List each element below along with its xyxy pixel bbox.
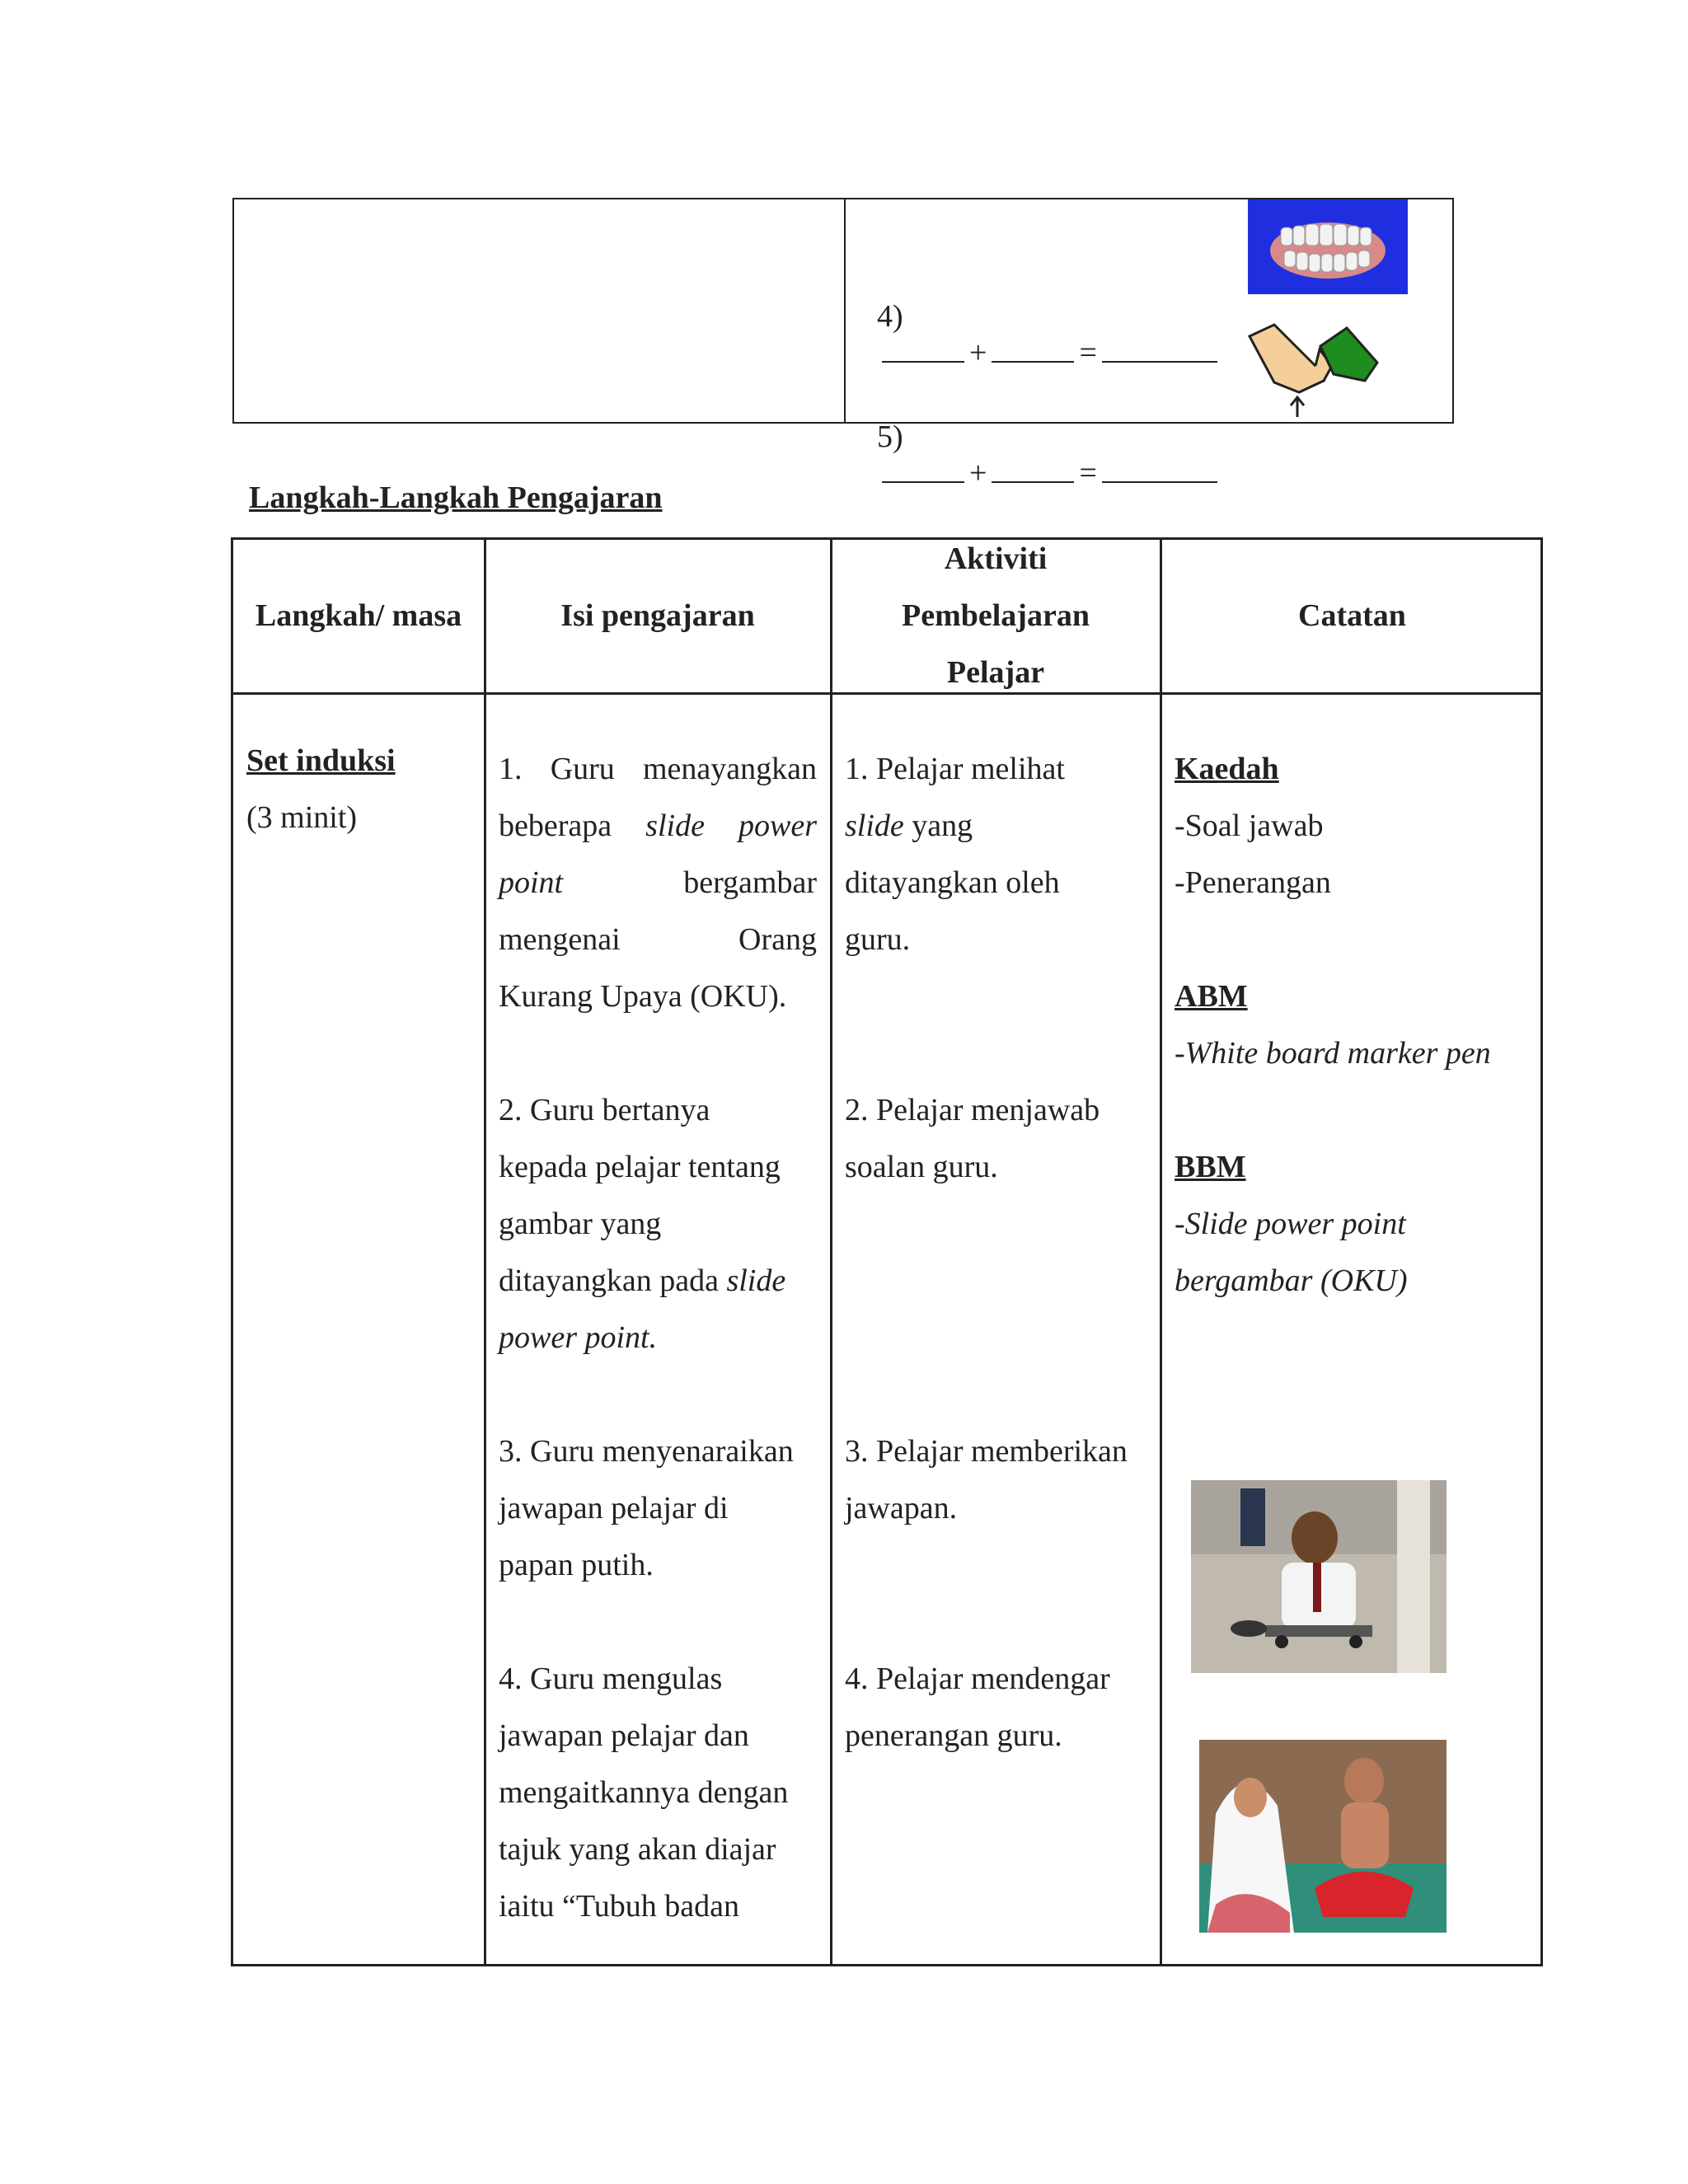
notes-line: -Slide power point	[1175, 1207, 1406, 1241]
content-line: papan putih.	[499, 1548, 654, 1582]
activity-line: 4. Pelajar mendengar	[845, 1661, 1110, 1696]
lesson-steps-table	[231, 537, 1543, 1966]
activity-cell	[845, 741, 1158, 1765]
content-line: point bergambar	[499, 865, 817, 900]
header-aktiviti: Aktiviti Pembelajaran Pelajar	[902, 541, 1090, 690]
content-line: Kurang Upaya (OKU).	[499, 979, 787, 1014]
arm-image	[1241, 316, 1390, 422]
content-line: beberapa slide power	[499, 808, 817, 843]
stage-title: Set induksi	[246, 743, 396, 778]
blank-1	[882, 457, 964, 483]
activity-line: 1. Pelajar melihat	[845, 752, 1065, 786]
oku-family-photo-icon	[1199, 1740, 1447, 1933]
content-line: 2. Guru bertanya	[499, 1093, 710, 1127]
notes-bbm-title: BBM	[1175, 1150, 1246, 1184]
notes-kaedah-title: Kaedah	[1175, 752, 1279, 786]
oku-family-photo	[1199, 1740, 1447, 1933]
column-divider	[484, 540, 486, 1964]
blank-2	[992, 457, 1074, 483]
column-divider	[1160, 540, 1162, 1964]
blank-3	[1102, 336, 1217, 363]
plus-sign: +	[969, 456, 987, 490]
notes-abm-title: ABM	[1175, 979, 1248, 1014]
column-divider	[830, 540, 832, 1964]
blank-1	[882, 336, 964, 363]
teeth-image	[1248, 199, 1408, 294]
header-isi: Isi pengajaran	[560, 598, 755, 633]
stage-cell	[246, 733, 396, 846]
content-line: jawapan pelajar di	[499, 1491, 729, 1526]
notes-cell	[1175, 741, 1537, 1310]
activity-line: ditayangkan oleh	[845, 865, 1060, 900]
content-line: mengenai Orang	[499, 922, 817, 957]
equals-sign: =	[1079, 335, 1097, 370]
activity-line: penerangan guru.	[845, 1718, 1062, 1753]
notes-line: bergambar (OKU)	[1175, 1263, 1408, 1298]
content-line: iaitu “Tubuh badan	[499, 1889, 740, 1924]
notes-line: -Soal jawab	[1175, 808, 1324, 843]
plus-sign: +	[969, 335, 987, 370]
content-line: power point.	[499, 1320, 658, 1355]
activity-line: soalan guru.	[845, 1150, 998, 1184]
oku-boy-photo-icon	[1191, 1480, 1447, 1673]
equation-5	[846, 382, 1222, 527]
activity-line: guru.	[845, 922, 911, 957]
equals-sign: =	[1079, 456, 1097, 490]
arm-icon	[1241, 316, 1390, 422]
stage-duration: (3 minit)	[246, 800, 358, 835]
header-langkah: Langkah/ masa	[255, 598, 462, 633]
equation-number: 5)	[877, 419, 903, 454]
content-line: 3. Guru menyenaraikan	[499, 1434, 794, 1469]
content-line: tajuk yang akan diajar	[499, 1832, 776, 1867]
content-line: gambar yang	[499, 1207, 662, 1241]
content-line: 1. Guru menayangkan	[499, 752, 817, 786]
blank-2	[992, 336, 1074, 363]
notes-line: -Penerangan	[1175, 865, 1331, 900]
content-cell	[499, 741, 817, 1935]
activity-line: 3. Pelajar memberikan	[845, 1434, 1128, 1469]
equation-number: 4)	[877, 299, 903, 334]
content-line: jawapan pelajar dan	[499, 1718, 749, 1753]
section-heading: Langkah-Langkah Pengajaran	[249, 480, 663, 515]
exercise-table	[232, 198, 1454, 490]
content-line: 4. Guru mengulas	[499, 1661, 723, 1696]
activity-line: jawapan.	[845, 1491, 958, 1526]
content-line: mengaitkannya dengan	[499, 1775, 789, 1810]
blank-3	[1102, 457, 1217, 483]
activity-line: slide yang	[845, 808, 973, 843]
content-line: kepada pelajar tentang	[499, 1150, 781, 1184]
content-line: ditayangkan pada slide	[499, 1263, 786, 1298]
teeth-icon	[1248, 199, 1408, 294]
oku-boy-photo	[1191, 1480, 1447, 1673]
header-catatan: Catatan	[1298, 598, 1406, 633]
activity-line: 2. Pelajar menjawab	[845, 1093, 1100, 1127]
notes-line: -White board marker pen	[1175, 1036, 1491, 1071]
